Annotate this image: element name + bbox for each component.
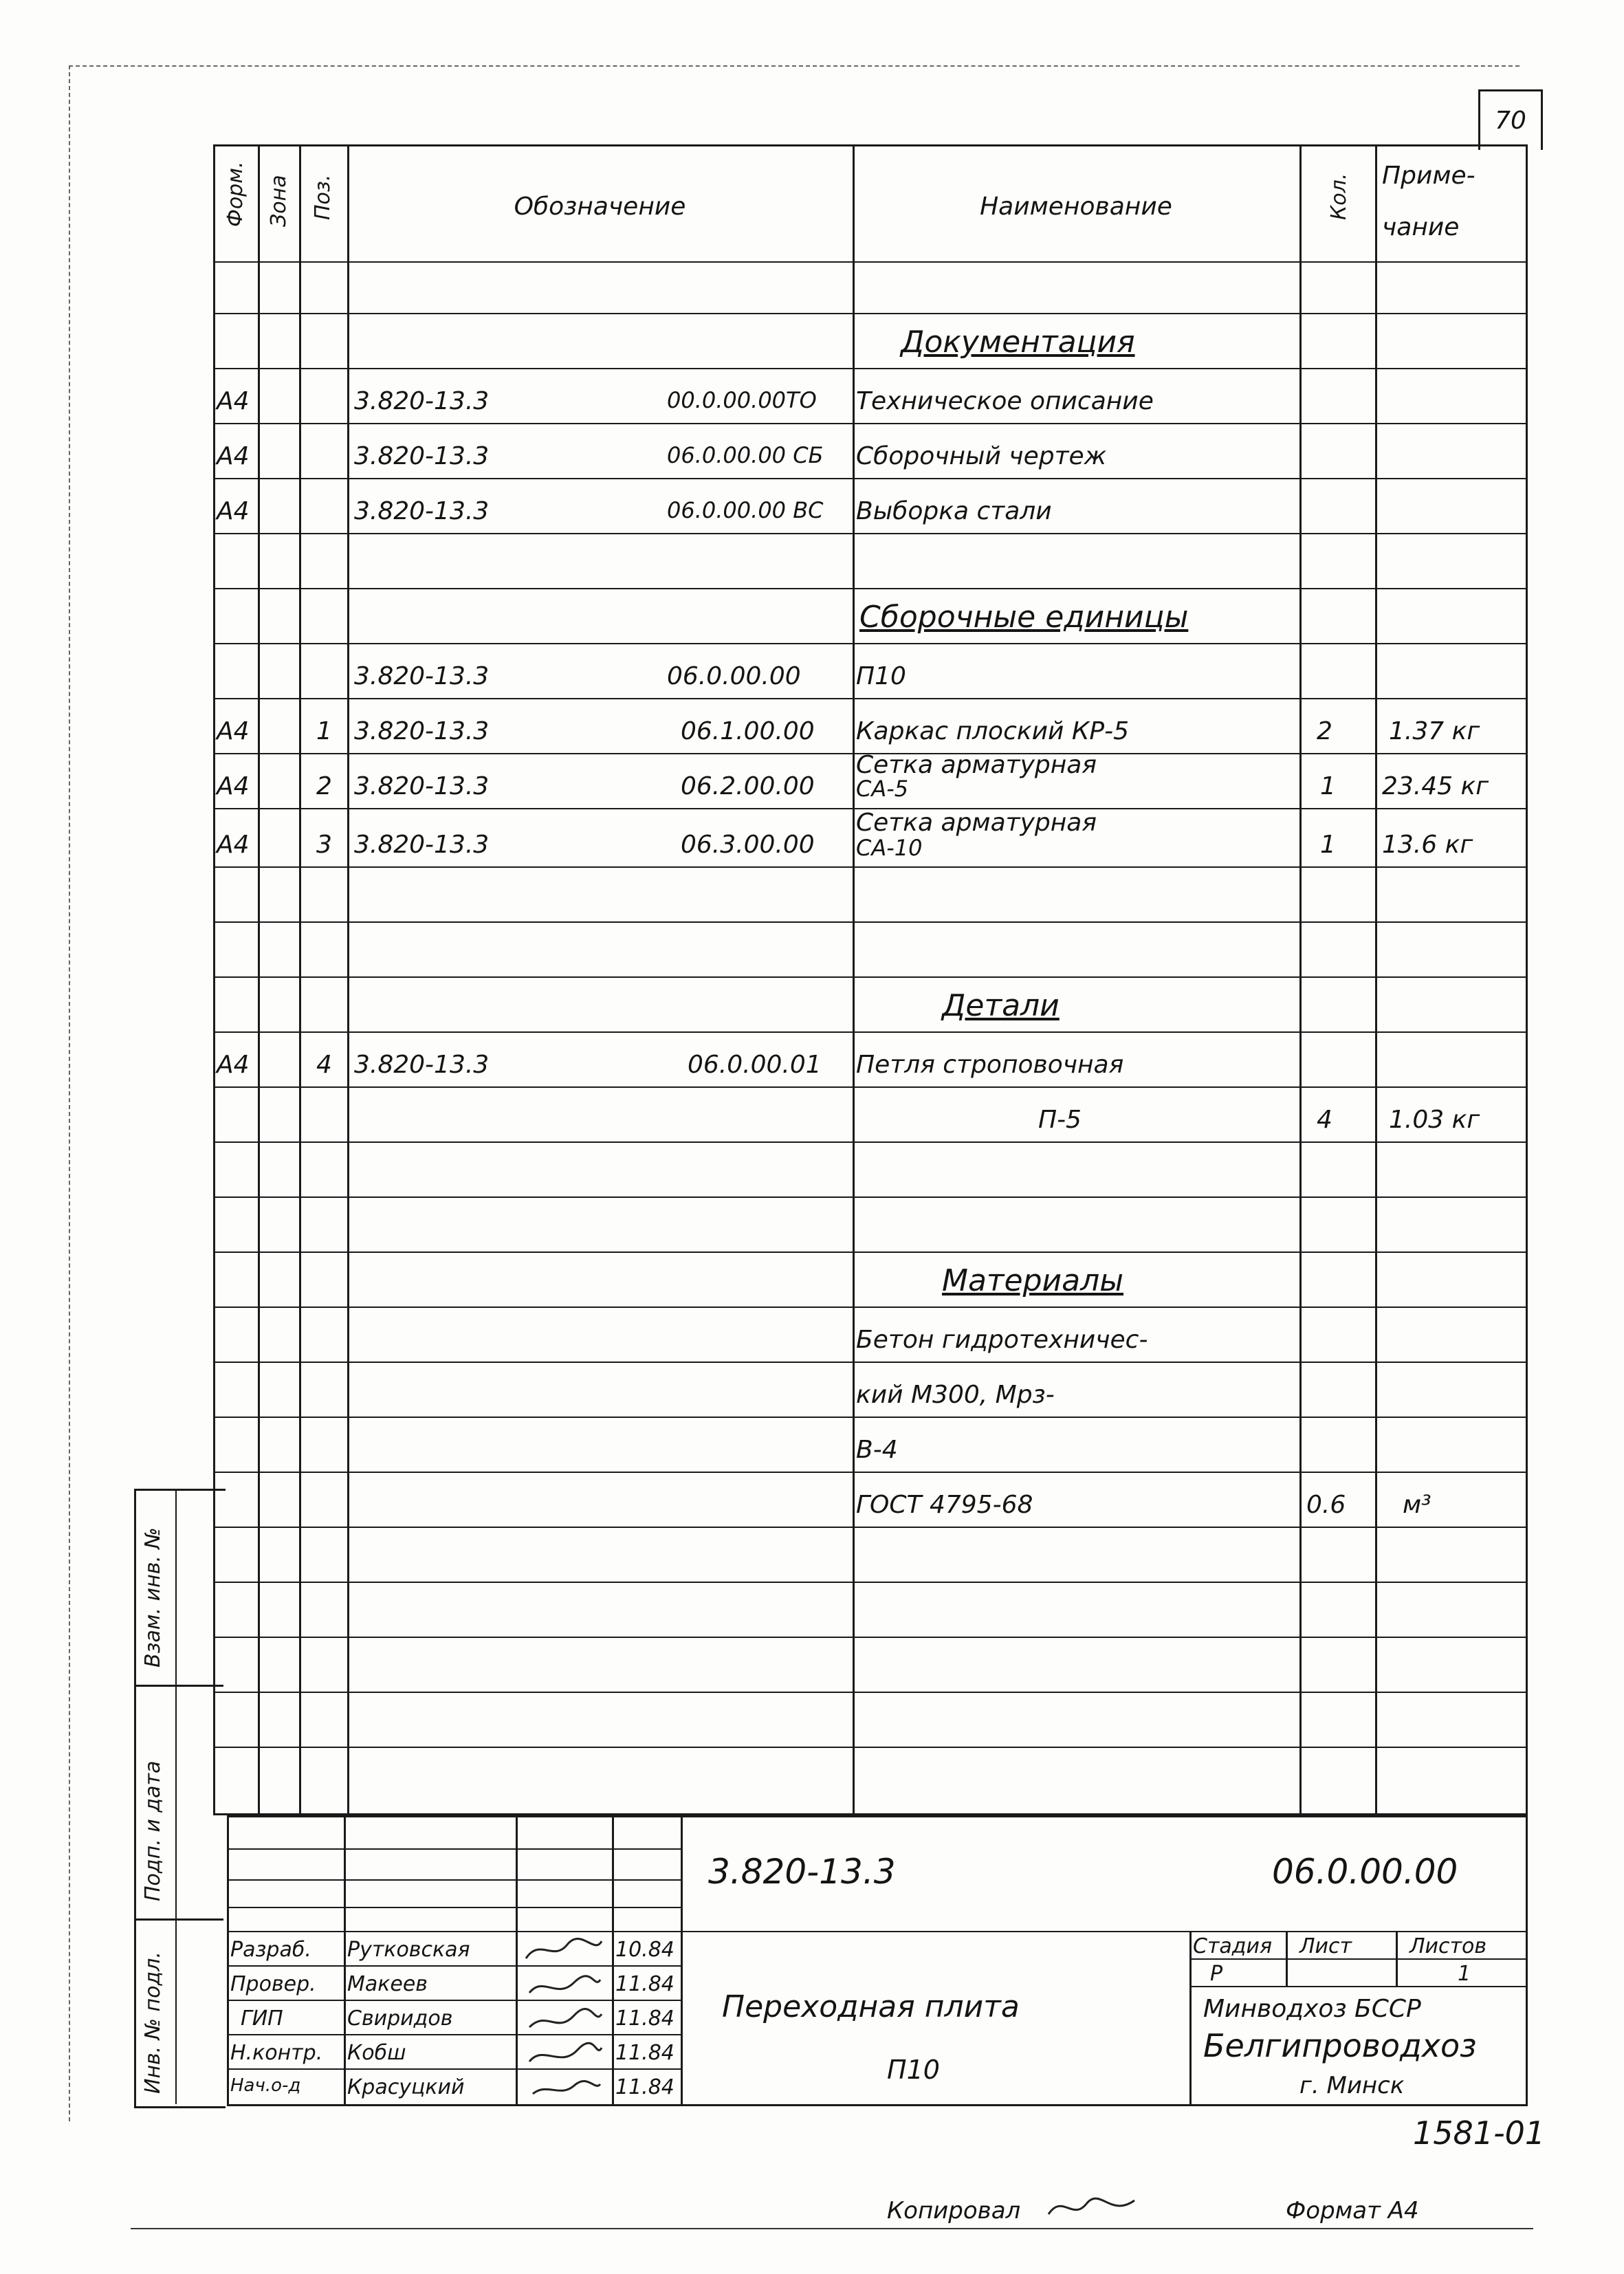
section-details: Детали xyxy=(942,988,1060,1023)
footer-line xyxy=(131,2228,1533,2229)
material-unit: м³ xyxy=(1403,1491,1431,1519)
row-name: Каркас плоский КР-5 xyxy=(856,717,1130,745)
col-line xyxy=(1375,144,1377,1815)
row-name-2: П-5 xyxy=(1038,1106,1082,1134)
stage-label: Стадия xyxy=(1193,1934,1273,1958)
material-line: ГОСТ 4795-68 xyxy=(856,1491,1033,1519)
row-note: 13.6 кг xyxy=(1382,831,1473,859)
frame-top xyxy=(69,65,1519,67)
sheets-label: Листов xyxy=(1409,1934,1487,1958)
frame-left xyxy=(69,65,70,2121)
row-form: А4 xyxy=(217,717,250,745)
row-code: 06.0.00.00 СБ xyxy=(667,442,824,468)
row-designation: 3.820-13.3 xyxy=(354,387,490,415)
drawing-subtitle: П10 xyxy=(887,2055,940,2085)
role: Разраб. xyxy=(230,1938,311,1962)
doc-number: 3.820-13.3 xyxy=(708,1852,896,1892)
sheet-label: Лист xyxy=(1299,1934,1352,1958)
date: 11.84 xyxy=(615,2041,674,2065)
row-name: Сетка арматурная xyxy=(856,751,1097,779)
side-stamp-divider xyxy=(175,1489,177,2104)
row-name: Сборочный чертеж xyxy=(856,442,1107,470)
page-number: 70 xyxy=(1478,89,1543,150)
section-assembly-units: Сборочные единицы xyxy=(859,600,1189,635)
row-note: 1.03 кг xyxy=(1389,1106,1480,1134)
row-pos: 2 xyxy=(316,772,332,800)
row-pos: 3 xyxy=(316,831,332,859)
material-line: В-4 xyxy=(856,1436,898,1464)
role: ГИП xyxy=(241,2007,283,2031)
row-code: 06.0.00.00 xyxy=(667,662,801,690)
header-qty: Кол. xyxy=(1327,173,1351,220)
row-form: А4 xyxy=(217,831,250,859)
footer-format: Формат А4 xyxy=(1286,2197,1419,2224)
specification-table xyxy=(213,144,1528,1815)
row-note: 23.45 кг xyxy=(1382,772,1489,800)
row-code: 06.2.00.00 xyxy=(681,772,815,800)
copier-signature xyxy=(1045,2190,1141,2224)
material-line: кий М300, Мрз- xyxy=(856,1381,1055,1409)
row-name-2: СА-10 xyxy=(856,835,923,861)
row-name: Петля строповочная xyxy=(856,1051,1124,1079)
col-line xyxy=(347,144,349,1815)
city: г. Минск xyxy=(1299,2072,1405,2099)
row-name: Выборка стали xyxy=(856,497,1052,525)
title-block xyxy=(227,1815,1528,2106)
organization: Белгипроводхоз xyxy=(1203,2027,1477,2064)
row-code: 06.0.00.01 xyxy=(688,1051,822,1079)
header-form: Форм. xyxy=(223,161,248,227)
col-line xyxy=(258,144,260,1815)
stage-value: Р xyxy=(1210,1962,1223,1986)
row-designation: 3.820-13.3 xyxy=(354,717,490,745)
row-designation: 3.820-13.3 xyxy=(354,497,490,525)
drawing-title: Переходная плита xyxy=(722,1989,1020,2024)
row-pos: 4 xyxy=(316,1051,332,1079)
row-qty: 1 xyxy=(1320,772,1336,800)
ministry: Минводхоз БССР xyxy=(1203,1995,1421,2023)
role: Нач.о-д xyxy=(230,2075,301,2096)
header-designation: Обозначение xyxy=(514,193,686,221)
row-name: Сетка арматурная xyxy=(856,809,1097,837)
row-qty: 1 xyxy=(1320,831,1336,859)
row-form: А4 xyxy=(217,442,250,470)
header-note-1: Приме- xyxy=(1382,162,1475,190)
col-line xyxy=(299,144,301,1815)
row-form: А4 xyxy=(217,1051,250,1079)
row-name: Техническое описание xyxy=(856,387,1154,415)
row-form: А4 xyxy=(217,387,250,415)
side-label-inv: Инв. № подл. xyxy=(141,1952,165,2094)
row-code: 06.1.00.00 xyxy=(681,717,815,745)
row-qty: 4 xyxy=(1317,1106,1332,1134)
col-line xyxy=(853,144,855,1815)
signature-marks xyxy=(519,1934,608,2103)
doc-code: 06.0.00.00 xyxy=(1272,1852,1458,1892)
material-qty: 0.6 xyxy=(1306,1491,1346,1519)
role: Н.контр. xyxy=(230,2041,323,2065)
person: Кобш xyxy=(347,2041,406,2065)
row-designation: 3.820-13.3 xyxy=(354,442,490,470)
row-designation: 3.820-13.3 xyxy=(354,662,490,690)
sheets-value: 1 xyxy=(1458,1962,1471,1986)
person: Рутковская xyxy=(347,1938,470,1962)
row-designation: 3.820-13.3 xyxy=(354,772,490,800)
row-name: П10 xyxy=(856,662,906,690)
person: Красуцкий xyxy=(347,2075,465,2099)
section-documentation: Документация xyxy=(901,325,1135,360)
material-line: Бетон гидротехничес- xyxy=(856,1326,1148,1354)
row-designation: 3.820-13.3 xyxy=(354,1051,490,1079)
header-zone: Зона xyxy=(267,175,291,227)
header-name: Наименование xyxy=(980,193,1172,221)
footer-copied: Копировал xyxy=(887,2197,1021,2224)
header-line xyxy=(213,261,1528,263)
row-name-2: СА-5 xyxy=(856,776,909,802)
row-pos: 1 xyxy=(316,717,332,745)
row-code: 06.0.00.00 ВС xyxy=(667,497,824,523)
date: 10.84 xyxy=(615,1938,674,1962)
archive-number: 1581-01 xyxy=(1413,2114,1546,2152)
date: 11.84 xyxy=(615,2075,674,2099)
row-code: 06.3.00.00 xyxy=(681,831,815,859)
row-designation: 3.820-13.3 xyxy=(354,831,490,859)
col-line xyxy=(1299,144,1302,1815)
side-label-vzam: Взам. инв. № xyxy=(141,1527,165,1668)
side-label-podp: Подп. и дата xyxy=(141,1760,165,1901)
row-qty: 2 xyxy=(1317,717,1332,745)
person: Свиридов xyxy=(347,2007,453,2031)
row-code: 00.0.00.00ТО xyxy=(667,387,817,413)
row-form: А4 xyxy=(217,497,250,525)
role: Провер. xyxy=(230,1972,316,1996)
date: 11.84 xyxy=(615,2007,674,2031)
row-note: 1.37 кг xyxy=(1389,717,1480,745)
header-pos: Поз. xyxy=(311,174,335,220)
header-note-2: чание xyxy=(1382,213,1460,241)
person: Макеев xyxy=(347,1972,428,1996)
row-form: А4 xyxy=(217,772,250,800)
section-materials: Материалы xyxy=(942,1263,1123,1298)
date: 11.84 xyxy=(615,1972,674,1996)
